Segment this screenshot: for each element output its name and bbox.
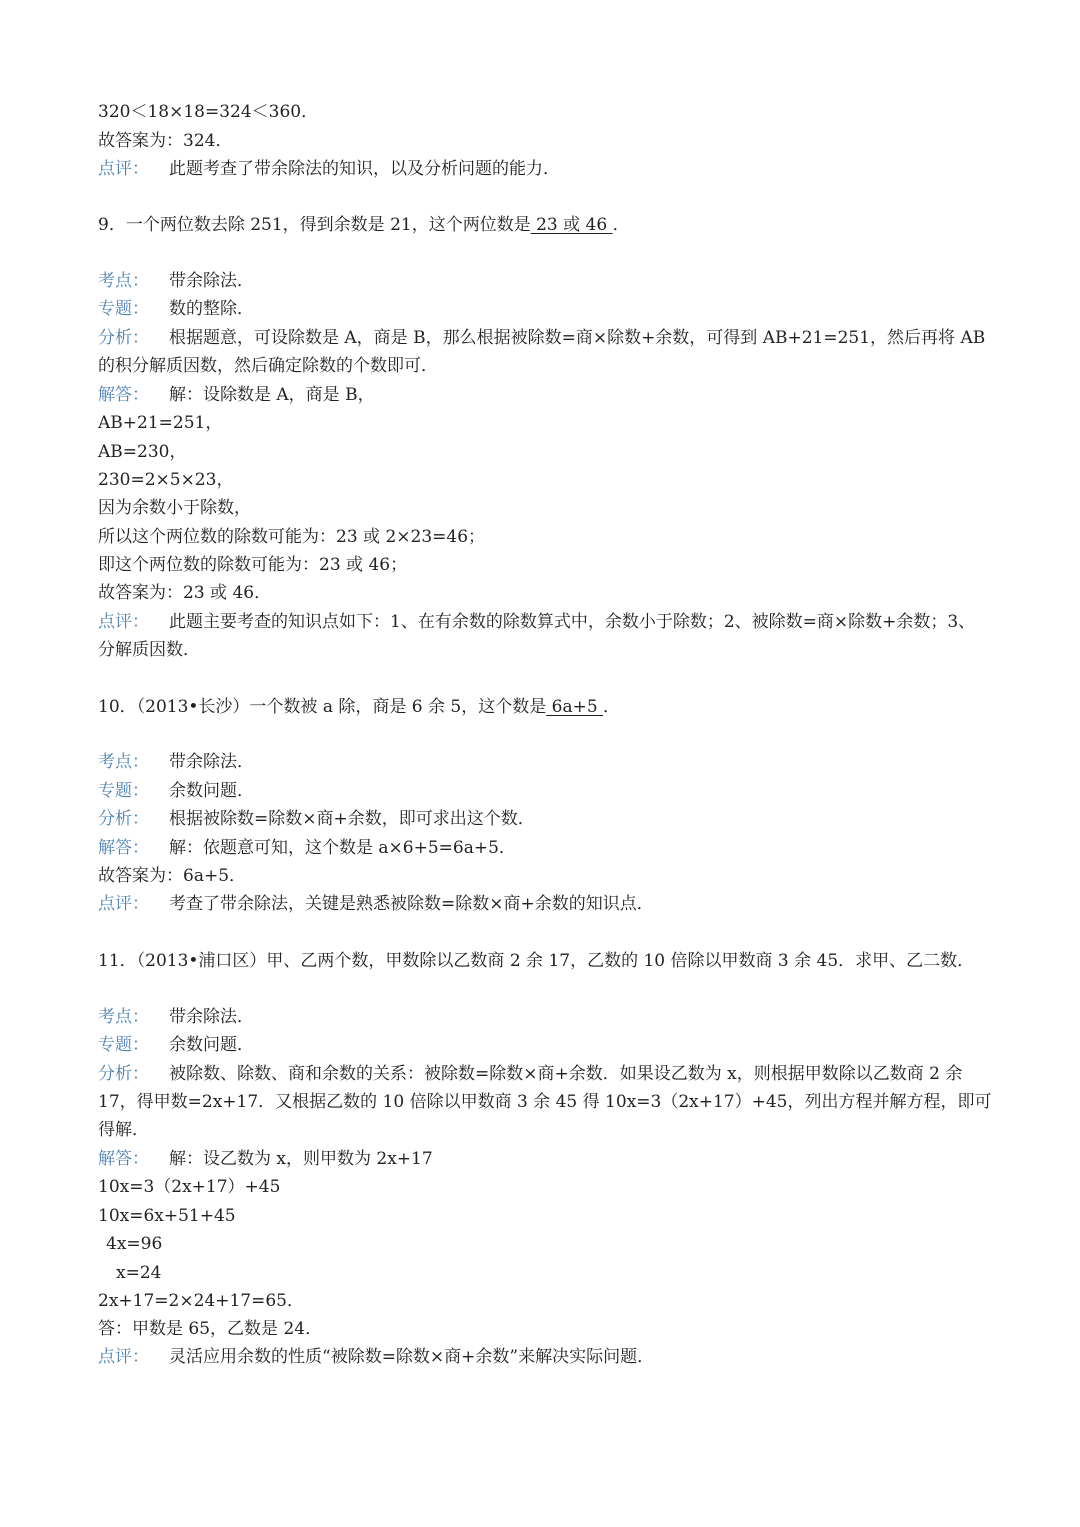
q9-fenxi xyxy=(98,327,986,349)
q11-fenxi-2: 17，得甲数=2x+17．又根据乙数的 10 倍除以甲数商 3 余 45 得 10x=3（2x+17）+45，列出方程并解方程，即可 xyxy=(98,1092,992,1112)
zhuanti-label: 专题： xyxy=(98,299,149,319)
q11-zhuanti xyxy=(98,1034,982,1056)
fenxi-text: 根据被除数=除数×商+余数，即可求出这个数． xyxy=(169,809,535,829)
q9-step-4: 因为余数小于除数， xyxy=(98,498,251,518)
q11-dianping xyxy=(98,1346,982,1368)
dianping-text: 灵活应用余数的性质“被除数=除数×商+余数”来解决实际问题． xyxy=(169,1347,655,1367)
q9-dianping xyxy=(98,611,982,633)
q9-step-2: AB=230， xyxy=(98,442,187,462)
q10-stem xyxy=(98,696,982,718)
dianping-text-1: 此题主要考查的知识点如下：1、在有余数的除数算式中，余数小于除数；2、被除数=商×除数+余数；3、 xyxy=(169,612,976,632)
q11-step-1: 10x=3（2x+17）+45 xyxy=(98,1177,281,1197)
q9-step-5: 所以这个两位数的除数可能为：23 或 2×23=46； xyxy=(98,527,486,547)
jieda-text: 解：依题意可知，这个数是 a×6+5=6a+5． xyxy=(169,838,516,858)
kaodian-label: 考点： xyxy=(98,752,149,772)
q10-step-1: 故答案为：6a+5． xyxy=(98,866,247,886)
zhuanti-text: 余数问题． xyxy=(169,1035,254,1055)
dianping-label: 点评： xyxy=(98,612,149,632)
q11-kaodian xyxy=(98,1006,982,1028)
fenxi-label: 分析： xyxy=(98,328,149,348)
q9-jieda xyxy=(98,384,982,406)
zhuanti-text: 余数问题． xyxy=(169,781,254,801)
fenxi-text-1: 根据题意，可设除数是 A，商是 B，那么根据被除数=商×除数+余数，可得到 AB+21=251，然后再将 AB xyxy=(169,328,986,348)
dianping-text: 考查了带余除法，关键是熟悉被除数=除数×商+余数的知识点． xyxy=(169,894,654,914)
jieda-text: 解：设乙数为 x，则甲数为 2x+17 xyxy=(169,1149,433,1169)
prev-comment xyxy=(98,158,982,180)
q11-step-4: x=24 xyxy=(116,1263,162,1283)
q10-stem-text: 10．（2013•长沙）一个数被 a 除，商是 6 余 5，这个数是 xyxy=(98,697,547,717)
q11-step-2: 10x=6x+51+45 xyxy=(98,1206,236,1226)
jieda-label: 解答： xyxy=(98,838,149,858)
kaodian-text: 带余除法． xyxy=(169,752,254,772)
prev-line-2: 故答案为：324． xyxy=(98,131,233,151)
prev-line-1: 320＜18×18=324＜360． xyxy=(98,102,319,122)
zhuanti-label: 专题： xyxy=(98,1035,149,1055)
q10-stem-end: ． xyxy=(603,697,621,717)
q9-stem xyxy=(98,214,982,236)
q10-answer-blank: 6a+5 xyxy=(546,697,604,717)
q9-zhuanti xyxy=(98,298,982,320)
q10-jieda xyxy=(98,837,982,859)
kaodian-label: 考点： xyxy=(98,271,149,291)
comment-label: 点评： xyxy=(98,159,149,179)
q9-step-6: 即这个两位数的除数可能为：23 或 46； xyxy=(98,555,408,575)
jieda-label: 解答： xyxy=(98,385,149,405)
jieda-text: 解：设除数是 A，商是 B， xyxy=(169,385,375,405)
zhuanti-label: 专题： xyxy=(98,781,149,801)
zhuanti-text: 数的整除． xyxy=(169,299,254,319)
q10-kaodian xyxy=(98,751,982,773)
dianping-label: 点评： xyxy=(98,894,149,914)
kaodian-text: 带余除法． xyxy=(169,1007,254,1027)
q11-stem: 11．（2013•浦口区）甲、乙两个数，甲数除以乙数商 2 余 17，乙数的 10 倍除以甲数商 3 余 45．求甲、乙二数． xyxy=(98,951,975,971)
q11-fenxi xyxy=(98,1063,982,1085)
q11-step-3: 4x=96 xyxy=(106,1234,163,1254)
comment-text: 此题考查了带余除法的知识，以及分析问题的能力． xyxy=(169,159,560,179)
kaodian-label: 考点： xyxy=(98,1007,149,1027)
q11-step-5: 2x+17=2×24+17=65． xyxy=(98,1291,304,1311)
q11-step-6: 答：甲数是 65，乙数是 24． xyxy=(98,1319,323,1339)
q9-dianping-2: 分解质因数． xyxy=(98,640,200,660)
q11-fenxi-3: 得解． xyxy=(98,1120,149,1140)
q9-stem-text: 9．一个两位数去除 251，得到余数是 21，这个两位数是 xyxy=(98,215,531,235)
q9-stem-end: ． xyxy=(612,215,630,235)
q9-fenxi-2: 的积分解质因数，然后确定除数的个数即可． xyxy=(98,356,438,376)
q10-fenxi xyxy=(98,808,982,830)
jieda-label: 解答： xyxy=(98,1149,149,1169)
q10-dianping xyxy=(98,893,982,915)
q11-jieda xyxy=(98,1148,982,1170)
fenxi-label: 分析： xyxy=(98,1064,149,1084)
q9-step-1: AB+21=251， xyxy=(98,413,223,433)
q9-answer-blank: 23 或 46 xyxy=(530,215,613,235)
dianping-label: 点评： xyxy=(98,1347,149,1367)
kaodian-text: 带余除法． xyxy=(169,271,254,291)
q9-step-3: 230=2×5×23， xyxy=(98,470,234,490)
fenxi-label: 分析： xyxy=(98,809,149,829)
q9-kaodian xyxy=(98,270,982,292)
q9-step-7: 故答案为：23 或 46． xyxy=(98,583,272,603)
q10-zhuanti xyxy=(98,780,982,802)
fenxi-text-1: 被除数、除数、商和余数的关系：被除数=除数×商+余数．如果设乙数为 x，则根据甲数除以乙数商 2 余 xyxy=(169,1064,963,1084)
